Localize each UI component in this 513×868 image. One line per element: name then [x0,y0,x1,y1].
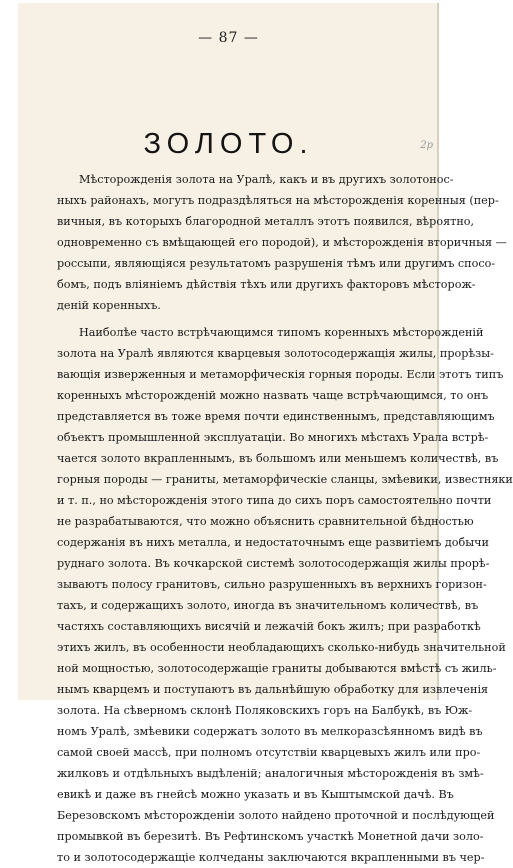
text-line: деній коренныхъ. [57,299,161,312]
text-line: горныя породы — граниты, метаморфическіе сланцы, змѣевики, известняки [57,473,513,486]
text-line: жилковъ и отдѣльныхъ выдѣленій; аналогичныя мѣсторожденія въ змѣ- [57,767,484,780]
text-line: евикѣ и даже въ гнейсѣ можно указать и въ Кыштымской дачѣ. Въ [57,788,454,801]
text-line: ной мощностью, золотосодержащіе граниты добываются вмѣстѣ съ жиль- [57,662,497,675]
text-line: Мѣсторожденія золота на Уралѣ, какъ и въ другихъ золотонос- [79,173,454,186]
text-line: тахъ, и содержащихъ золото, иногда въ значительномъ количествѣ, въ [57,599,479,612]
text-line: золота на Уралѣ являются кварцевыя золотосодержащія жилы, прорѣзы- [57,347,494,360]
text-line: частяхъ составляющихъ висячій и лежачій бокъ жилъ; при разработкѣ [57,620,481,633]
text-line: россыпи, являющіяся результатомъ разрушенія тѣмъ или другимъ спосо- [57,257,496,270]
text-line: бомъ, подъ вліяніемъ дѣйствія тѣхъ или другихъ факторовъ мѣсторож- [57,278,476,291]
text-line: то и золотосодержащіе колчеданы заключаются вкрапленными въ чер- [57,851,485,864]
text-line: коренныхъ мѣсторожденій можно назвать чаще встрѣчающимся, то онъ [57,389,489,402]
section-title: ЗОЛОТО. [143,128,314,160]
handwritten-margin-mark: 2р [420,140,433,151]
text-line: представляется въ тоже время почти единственнымъ, представляющимъ [57,410,495,423]
book-page [18,3,513,864]
text-line: Березовскомъ мѣсторожденіи золото найдено проточной и послѣдующей [57,809,495,822]
text-line: объектъ промышленной эксплуатаціи. Во многихъ мѣстахъ Урала встрѣ- [57,431,489,444]
text-line: вичныя, въ которыхъ благородной металлъ этотъ появился, вѣроятно, [57,215,475,228]
body-text [57,169,513,868]
text-line: золота. На сѣверномъ склонѣ Поляковскихъ горъ на Балбукѣ, въ Юж- [57,704,473,717]
text-line: самой своей массѣ, при полномъ отсутствіи кварцевыхъ жилъ или про- [57,746,481,759]
text-line: этихъ жилъ, въ особенности необладающихъ сколько-нибудь значительной [57,641,506,654]
text-line: чается золото вкрапленнымъ, въ большомъ или меньшемъ количествѣ, въ [57,452,499,465]
text-line: одновременно съ вмѣщающей его породой), и мѣсторожденія вторичныя — [57,236,507,249]
text-line: Наиболѣе часто встрѣчающимся типомъ коренныхъ мѣсторожденій [79,326,484,339]
text-line: вающія изверженныя и метаморфическія горныя породы. Если этотъ типъ [57,368,504,381]
text-line: зываютъ полосу гранитовъ, сильно разрушенныхъ въ верхнихъ горизон- [57,578,487,591]
text-line: номъ Уралѣ, змѣевики содержатъ золото въ мелкоразсѣянномъ видѣ въ [57,725,483,738]
text-line: и т. п., но мѣсторожденія этого типа до сихъ поръ самостоятельно почти [57,494,492,507]
text-line: промывкой въ березитѣ. Въ Рефтинскомъ участкѣ Монетной дачи золо- [57,830,484,843]
text-line: содержанія въ нихъ металла, и недостаточнымъ еще развитіемъ добычи [57,536,489,549]
text-line: руднаго золота. Въ кочкарской системѣ золотосодержащія жилы прорѣ- [57,557,490,570]
text-line: не разрабатываются, что можно объяснить сравнительной бѣдностью [57,515,474,528]
text-line: нымъ кварцемъ и поступаютъ въ дальнѣйшую обработку для извлеченія [57,683,489,696]
text-line: ныхъ районахъ, могутъ подраздѣляться на мѣсторожденія коренныя (пер- [57,194,499,207]
page-number: — 87 — [198,30,259,46]
